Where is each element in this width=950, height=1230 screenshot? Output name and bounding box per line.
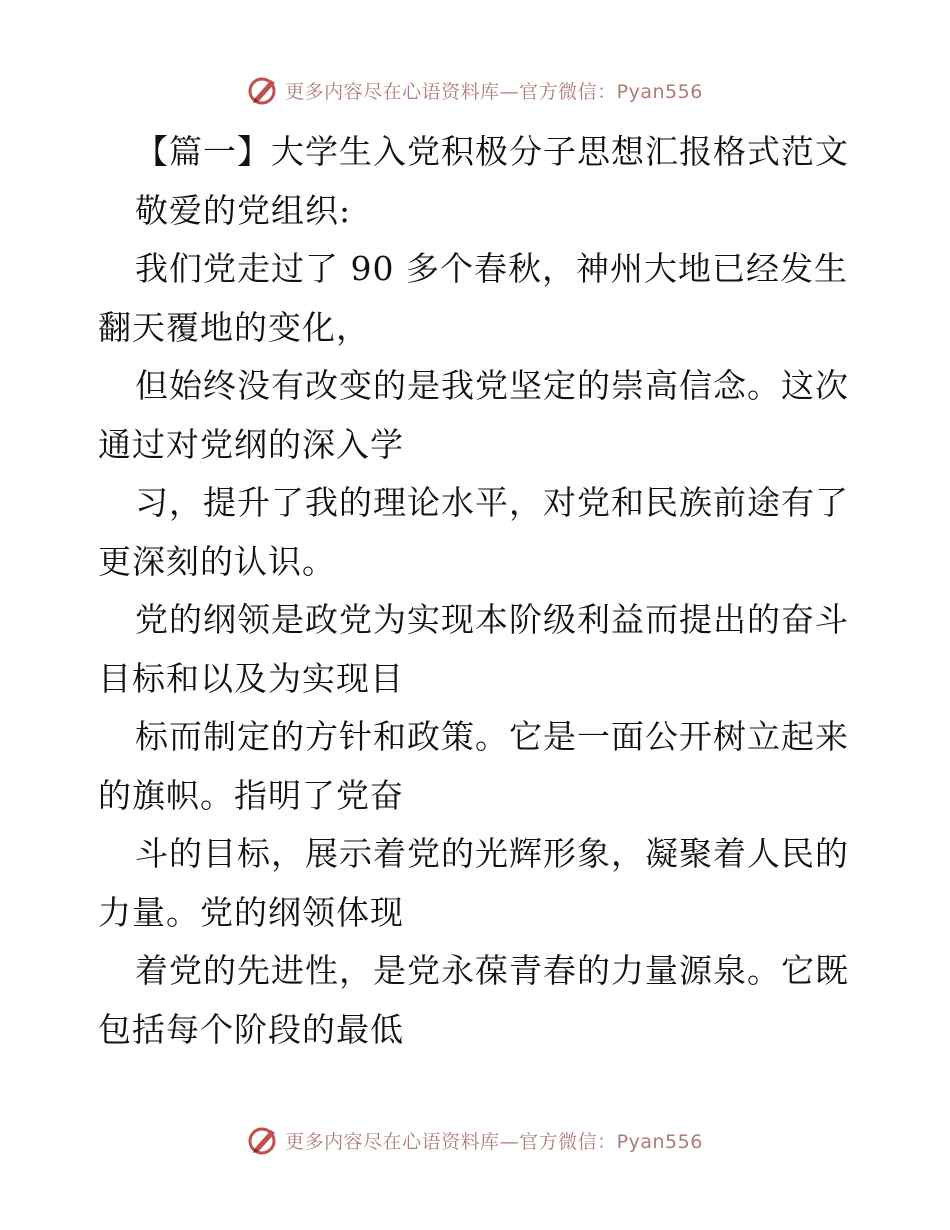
paragraph-line: 翻天覆地的变化， (98, 307, 370, 347)
footer-banner-wechat: Pyan556 (616, 1130, 703, 1153)
paragraph-line: 习，提升了我的理论水平，对党和民族前途有了 (135, 483, 849, 522)
paragraph-line: 我们党走过了 90 多个春秋，神州大地已经发生 (135, 249, 848, 288)
footer-banner-text (285, 1127, 703, 1154)
header-banner-text (285, 77, 703, 104)
header-banner-label: 更多内容尽在心语资料库—官方微信： (285, 80, 617, 103)
paragraph-line: 但始终没有改变的是我党坚定的崇高信念。这次 (135, 366, 849, 405)
paragraph-line: 通过对党纲的深入学 (98, 424, 404, 464)
header-banner (0, 70, 950, 110)
pen-circle-logo-icon (247, 74, 279, 106)
paragraph-line: 着党的先进性，是党永葆青春的力量源泉。它既 (135, 951, 849, 990)
paragraph-line: 的旗帜。指明了党奋 (98, 775, 404, 815)
paragraph-line: 标而制定的方针和政策。它是一面公开树立起来 (135, 717, 849, 756)
salutation: 敬爱的党组织: (135, 190, 352, 230)
paragraph-line: 包括每个阶段的最低 (98, 1009, 404, 1049)
footer-banner (0, 1120, 950, 1160)
paragraph-line: 更深刻的认识。 (98, 541, 336, 581)
footer-banner-label: 更多内容尽在心语资料库—官方微信： (285, 1130, 617, 1153)
document-title: 【篇一】大学生入党积极分子思想汇报格式范文 (135, 132, 849, 171)
pen-circle-logo-icon (247, 1124, 279, 1156)
header-banner-wechat: Pyan556 (616, 80, 703, 103)
paragraph-line: 斗的目标，展示着党的光辉形象，凝聚着人民的 (135, 834, 849, 873)
paragraph-line: 力量。党的纲领体现 (98, 892, 404, 932)
paragraph-line: 党的纲领是政党为实现本阶级利益而提出的奋斗 (135, 600, 849, 639)
document-body (98, 123, 858, 1059)
paragraph-line: 目标和以及为实现目 (98, 658, 404, 698)
